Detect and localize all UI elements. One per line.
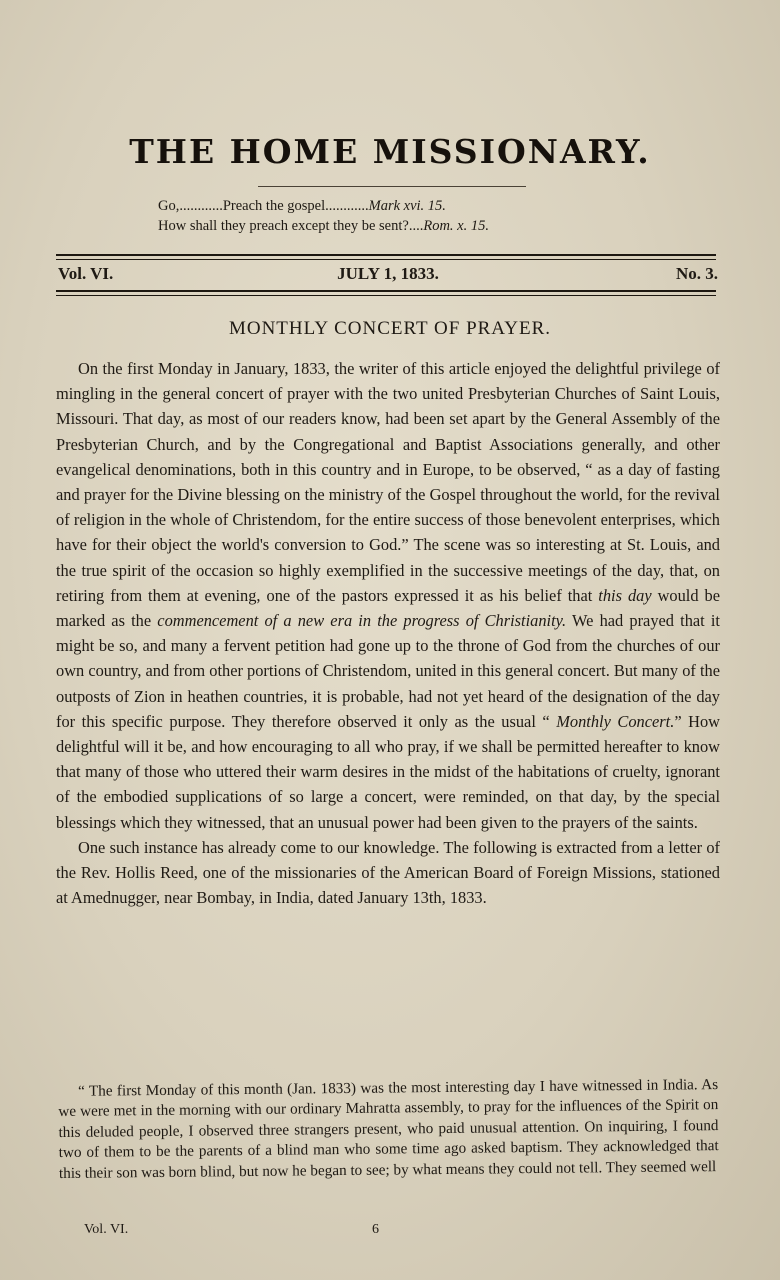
- paragraph-2: One such instance has already come to our knowledge. The following is extracted from a letter of the Rev. Hollis Reed, one of the missionaries of the American Board of Foreign Missions, stationed at Amednugger, near Bombay, in India, dated January 13th, 1833.: [56, 837, 720, 908]
- paragraph-1-part-c: We had prayed that it might be so, and many a fervent petition had gone up to the throne of God from the churches of our own country, and from other portions of Christendom, united in this general concert. But many of the outposts of Zion in heathen countries, it is probable, had not yet heard of the designation of the day for this specific purpose. They therefore observed it only as the usual “: [56, 611, 720, 731]
- issue-rule-top: [56, 254, 716, 260]
- paragraph-1-emphasis-2: commencement of a new era in the progress of Christianity.: [157, 611, 567, 631]
- motto-1-text: Go,............Preach the gospel............: [158, 198, 369, 214]
- motto-1-reference: Mark xvi. 15.: [368, 198, 446, 214]
- paragraph-1-part-d: ” How delightful will it be, and how encouraging to all who pray, if we shall be permitted hereafter to know that many of those who uttered their warm desires in the midst of the habitations of cruelty, ignorant of the embodied supplications of so large a concert, were reminded, on that day, by the special blessings which they witnessed, that an unusual power had been given to the prayers of the saints.: [56, 711, 721, 832]
- quote-text: “ The first Monday of this month (Jan. 1833) was the most interesting day I have witnessed in India. As we were met in the morning with our ordinary Mahratta assembly, to pray for the influences of the Spirit on this deluded people, I observed three strangers present, who paid unusual attention. On inquiring, I found two of them to be the parents of a blind man who some time ago asked baptism. They acknowledged that this their son was born blind, but now he began to see; by what means they could not tell. They seemed well: [58, 1076, 719, 1182]
- article-title: MONTHLY CONCERT OF PRAYER.: [228, 318, 552, 339]
- paragraph-1-emphasis-1: this day: [598, 585, 652, 605]
- paragraph-1-part-b: would be marked as the: [56, 585, 720, 631]
- issue-volume: Vol. VI.: [58, 264, 114, 283]
- paragraph-1-emphasis-3: Monthly Concert.: [556, 711, 675, 731]
- letter-quote: [58, 1075, 719, 1184]
- masthead-rule: [258, 186, 526, 187]
- issue-date: JULY 1, 1833.: [337, 264, 439, 283]
- motto-line-1: [158, 196, 618, 216]
- article-body: [56, 356, 720, 910]
- paragraph-1-part-a: On the first Monday in January, 1833, the writer of this article enjoyed the delightful privilege of mingling in the general concert of prayer with the two united Presbyterian Churches of Saint Louis, Missouri. That day, as most of our readers know, had been set apart by the General Assembly of the Presbyterian Church, and by the Congregational and Baptist Associations generally, and other evangelical denominations, both in this country and in Europe, to be observed, “ as a day of fasting and prayer for the Divine blessing on the ministry of the Gospel throughout the world, for the revival of religion in the whole of Christendom, for the entire success of those benevolent enterprises, which have for their object the world's conversion to God.” The scene was so interesting at St. Louis, and the true spirit of the occasion so highly exemplified in the successive meetings of the day, that, on retiring from them at evening, one of the pastors expressed it as his belief that: [56, 359, 720, 605]
- page-footer: [84, 1222, 684, 1242]
- paragraph-1: [56, 356, 720, 835]
- masthead-title: THE HOME MISSIONARY.: [129, 132, 651, 171]
- footer-signature-number: 6: [372, 1222, 379, 1237]
- motto-2-text: How shall they preach except they be sent?....: [158, 218, 424, 234]
- issue-line: [58, 264, 718, 288]
- issue-rule-bottom: [56, 290, 716, 296]
- footer-volume: Vol. VI.: [84, 1222, 129, 1237]
- mottos: [158, 196, 618, 236]
- motto-line-2: [158, 216, 618, 236]
- issue-number: No. 3.: [675, 264, 718, 283]
- motto-2-reference: Rom. x. 15.: [423, 218, 489, 234]
